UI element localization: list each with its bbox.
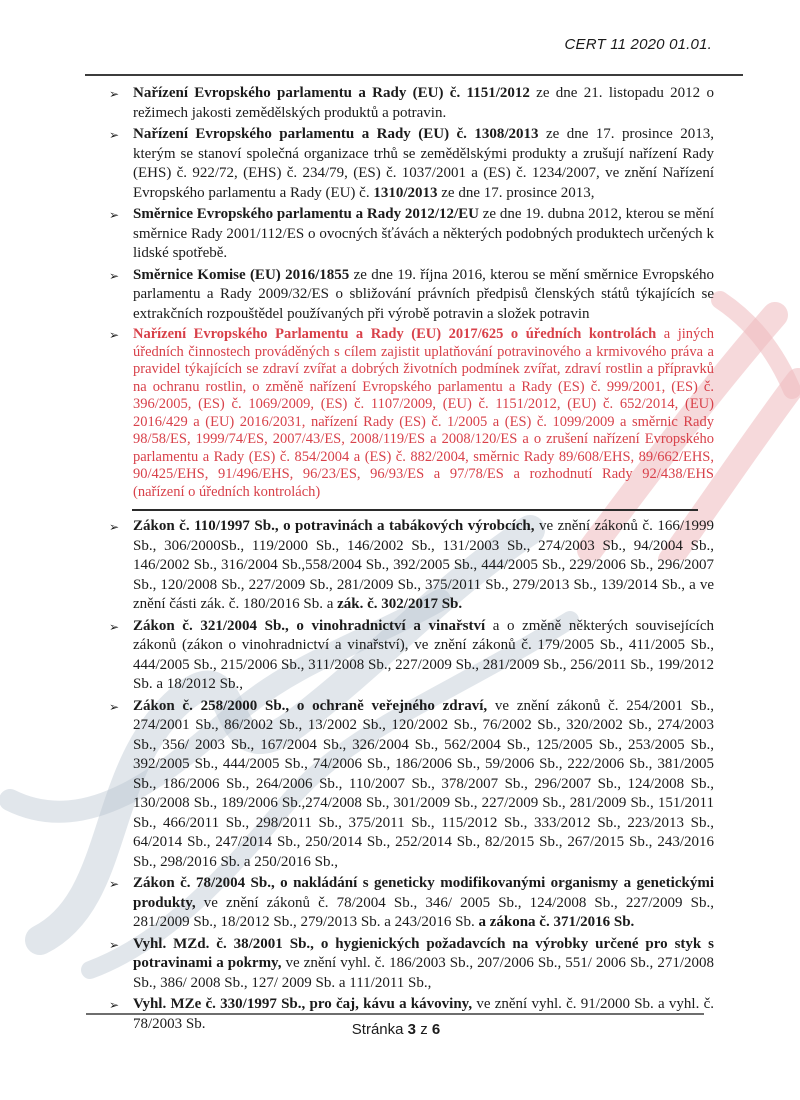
list-item <box>108 326 714 501</box>
bullet-arrow-icon: ➢ <box>109 208 120 222</box>
list-item <box>108 935 714 994</box>
bullet-arrow-icon: ➢ <box>109 128 120 142</box>
section-divider <box>132 509 698 511</box>
item-text: ve znění zákonů č. 254/2001 Sb., 274/2001 Sb., 86/2002 Sb., 13/2002 Sb., 120/2002 Sb., 76/2002 Sb., 320/2002 Sb., 274/2003 Sb., 356/ 2003 Sb., 167/2004 Sb., 326/2004 Sb., 562/2004 Sb., 125/2005 Sb., 253/2005 Sb., 392/2005 Sb., 444/2005 Sb., 74/2006 Sb., 186/2006 Sb., 59/2006 Sb., 222/2006 Sb., 381/2005 Sb., 186/2006 Sb., 264/2006 Sb., 110/2007 Sb., 378/2007 Sb., 296/2007 Sb., 124/2008 Sb., 130/2008 Sb., 189/2006 Sb.,274/2008 Sb., 301/2009 Sb., 227/2009 Sb., 281/2009 Sb., 151/2011 Sb., 466/2011 Sb., 298/2011 Sb., 375/2011 Sb., 115/2012 Sb., 333/2012 Sb., 223/2013 Sb., 64/2014 Sb., 247/2014 Sb., 250/2014 Sb., 252/2014 Sb., 82/2015 Sb., 267/2015 Sb., 243/2016 Sb., 298/2016 Sb. a 250/2016 Sb., <box>133 697 715 870</box>
footer-of-word: z <box>420 1021 428 1038</box>
footer-rule <box>86 1013 704 1015</box>
item-text-bold: Vyhl. MZe č. 330/1997 Sb., pro čaj, kávu a kávoviny, <box>133 996 473 1012</box>
item-text-bold: Zákon č. 258/2000 Sb., o ochraně veřejného zdraví, <box>133 697 488 714</box>
footer-page-number: 3 <box>407 1021 417 1038</box>
item-text-bold: zák. č. 302/2017 Sb. <box>337 596 463 612</box>
item-text-bold: 1310/2013 <box>373 184 438 201</box>
item-text-bold: a zákona č. 371/2016 Sb. <box>478 914 635 930</box>
item-text-bold: Nařízení Evropského Parlamentu a Rady (EU) 2017/625 o úředních kontrolách <box>133 326 657 342</box>
bullet-arrow-icon: ➢ <box>109 328 120 342</box>
item-text-bold: Zákon č. 110/1997 Sb., o potravinách a tabákových výrobcích, <box>133 518 535 534</box>
list-item <box>108 266 714 325</box>
list-item <box>108 517 714 615</box>
item-text: ze dne 19. října 2016, kterou se mění směrnice Evropského parlamentu a Rady 2009/32/ES o sbližování právních předpisů členských států týkajících se extrakčních rozpouštědel používaných při výrobě potravin a složek potravin <box>133 266 715 322</box>
document-body <box>108 84 714 1036</box>
item-text: ve znění vyhl. č. 91/2000 Sb. a vyhl. č. 78/2003 Sb. <box>133 996 714 1032</box>
item-text-bold: Směrnice Evropského parlamentu a Rady 2012/12/EU <box>133 206 480 222</box>
list-item <box>108 874 714 933</box>
item-text: ze dne 17. prosince 2013, kterým se stanoví společná organizace trhů se zemědělskými produkty a zrušují nařízení Rady (EHS) č. 922/72, (EHS) č. 234/79, (ES) č. 1037/2001 a (ES) č. 1234/2007, ve znění Nařízení Evropského parlamentu a Rady (EU) č. <box>133 126 714 201</box>
item-text: a jiných úředních činnostech prováděných s cílem zajistit uplatňování potravinového a krmivového práva a pravidel týkajících se zdraví zvířat a dobrých životních podmínek zvířat, zdraví rostlin a přípravků na ochranu rostlin, o změně nařízení Evropského parlamentu a Rady (ES) č. 999/2001, (ES) č. 396/2005, (ES) č. 1069/2009, (ES) č. 1107/2009, (EU) č. 1151/2012, (EU) č. 652/2014, (EU) 2016/429 a (EU) 2016/2031, nařízení Rady (ES) č. 1/2005 a (ES) č. 1099/2009 a směrnic Rady 98/58/ES, 1999/74/ES, 2007/43/ES, 2008/119/ES a 2008/120/ES a o zrušení nařízení Evropského parlamentu a Rady (ES) č. 854/2004 a (ES) č. 882/2004, směrnic Rady 89/608/EHS, 89/662/EHS, 90/425/EHS, 91/496/EHS, 96/23/ES, 96/93/ES a 97/78/ES a rozhodnutí Rady 92/438/EHS (nařízení o úředních kontrolách) <box>133 326 714 500</box>
bullet-arrow-icon: ➢ <box>109 998 120 1012</box>
item-text-bold: Zákon č. 321/2004 Sb., o vinohradnictví a vinařství <box>133 617 486 634</box>
bullet-arrow-icon: ➢ <box>109 877 120 891</box>
regulations-list <box>108 84 714 501</box>
item-text: ve znění zákonů č. 78/2004 Sb., 346/ 2005 Sb., 124/2008 Sb., 227/2009 Sb., 281/2009 Sb., 18/2012 Sb., 279/2013 Sb. a 243/2016 Sb. <box>133 894 714 930</box>
list-item <box>108 697 714 873</box>
item-text-bold: Zákon č. 78/2004 Sb., o nakládání s geneticky modifikovanými organismy a genetickými produkty, <box>133 875 714 911</box>
footer-total-pages: 6 <box>431 1021 441 1038</box>
bullet-arrow-icon: ➢ <box>109 520 120 534</box>
list-item <box>108 617 714 695</box>
bullet-arrow-icon: ➢ <box>109 87 120 101</box>
bullet-arrow-icon: ➢ <box>109 268 120 283</box>
page-footer <box>0 1021 792 1038</box>
item-text: ve znění zákonů č. 166/1999 Sb., 306/2000Sb., 119/2000 Sb., 146/2002 Sb., 131/2003 Sb., 274/2003 Sb., 94/2004 Sb., 146/2002 Sb., 316/2004 Sb.,558/2004 Sb., 392/2005 Sb., 444/2005 Sb., 229/2006 Sb., 296/2007 Sb., 120/2008 Sb., 227/2009 Sb., 281/2009 Sb., 375/2011 Sb., 279/2013 Sb., 139/2014 Sb., a ve znění části zák. č. 180/2016 Sb. a <box>133 518 714 612</box>
footer-label: Stránka <box>351 1021 404 1038</box>
list-item <box>108 205 714 264</box>
item-text: ze dne 17. prosince 2013, <box>437 184 595 201</box>
bullet-arrow-icon: ➢ <box>109 699 120 714</box>
list-item <box>108 125 714 203</box>
item-text: ve znění vyhl. č. 186/2003 Sb., 207/2006 Sb., 551/ 2006 Sb., 271/2008 Sb., 386/ 2008 Sb., 127/ 2009 Sb. a 111/2011 Sb., <box>133 955 714 991</box>
header-rule <box>85 74 743 76</box>
bullet-arrow-icon: ➢ <box>109 619 120 634</box>
item-text: a o změně některých souvisejících zákonů (zákon o vinohradnictví a vinařství), ve znění zákonů č. 179/2005 Sb., 411/2005 Sb., 444/2005 Sb., 215/2006 Sb., 311/2008 Sb., 227/2009 Sb., 281/2009 Sb., 256/2011 Sb., 199/2012 Sb. a 18/2012 Sb., <box>133 617 714 692</box>
item-text-bold: Vyhl. MZd. č. 38/2001 Sb., o hygienických požadavcích na výrobky určené pro styk s potravinami a pokrmy, <box>133 935 714 971</box>
document-reference: CERT 11 2020 01.01. <box>564 36 712 53</box>
bullet-arrow-icon: ➢ <box>109 937 120 952</box>
item-text: ze dne 19. dubna 2012, kterou se mění směrnice Rady 2001/112/ES o ovocných šťávách a některých podobných produktech určených k lidské spotřebě. <box>133 206 714 261</box>
item-text-bold: Nařízení Evropského parlamentu a Rady (EU) č. 1151/2012 <box>133 85 530 101</box>
item-text-bold: Směrnice Komise (EU) 2016/1855 <box>133 266 350 283</box>
laws-list <box>108 517 714 1034</box>
item-text-bold: Nařízení Evropského parlamentu a Rady (EU) č. 1308/2013 <box>133 126 539 142</box>
item-text: ze dne 21. listopadu 2012 o režimech jakosti zemědělských produktů a potravin. <box>133 85 714 121</box>
list-item <box>108 84 714 123</box>
